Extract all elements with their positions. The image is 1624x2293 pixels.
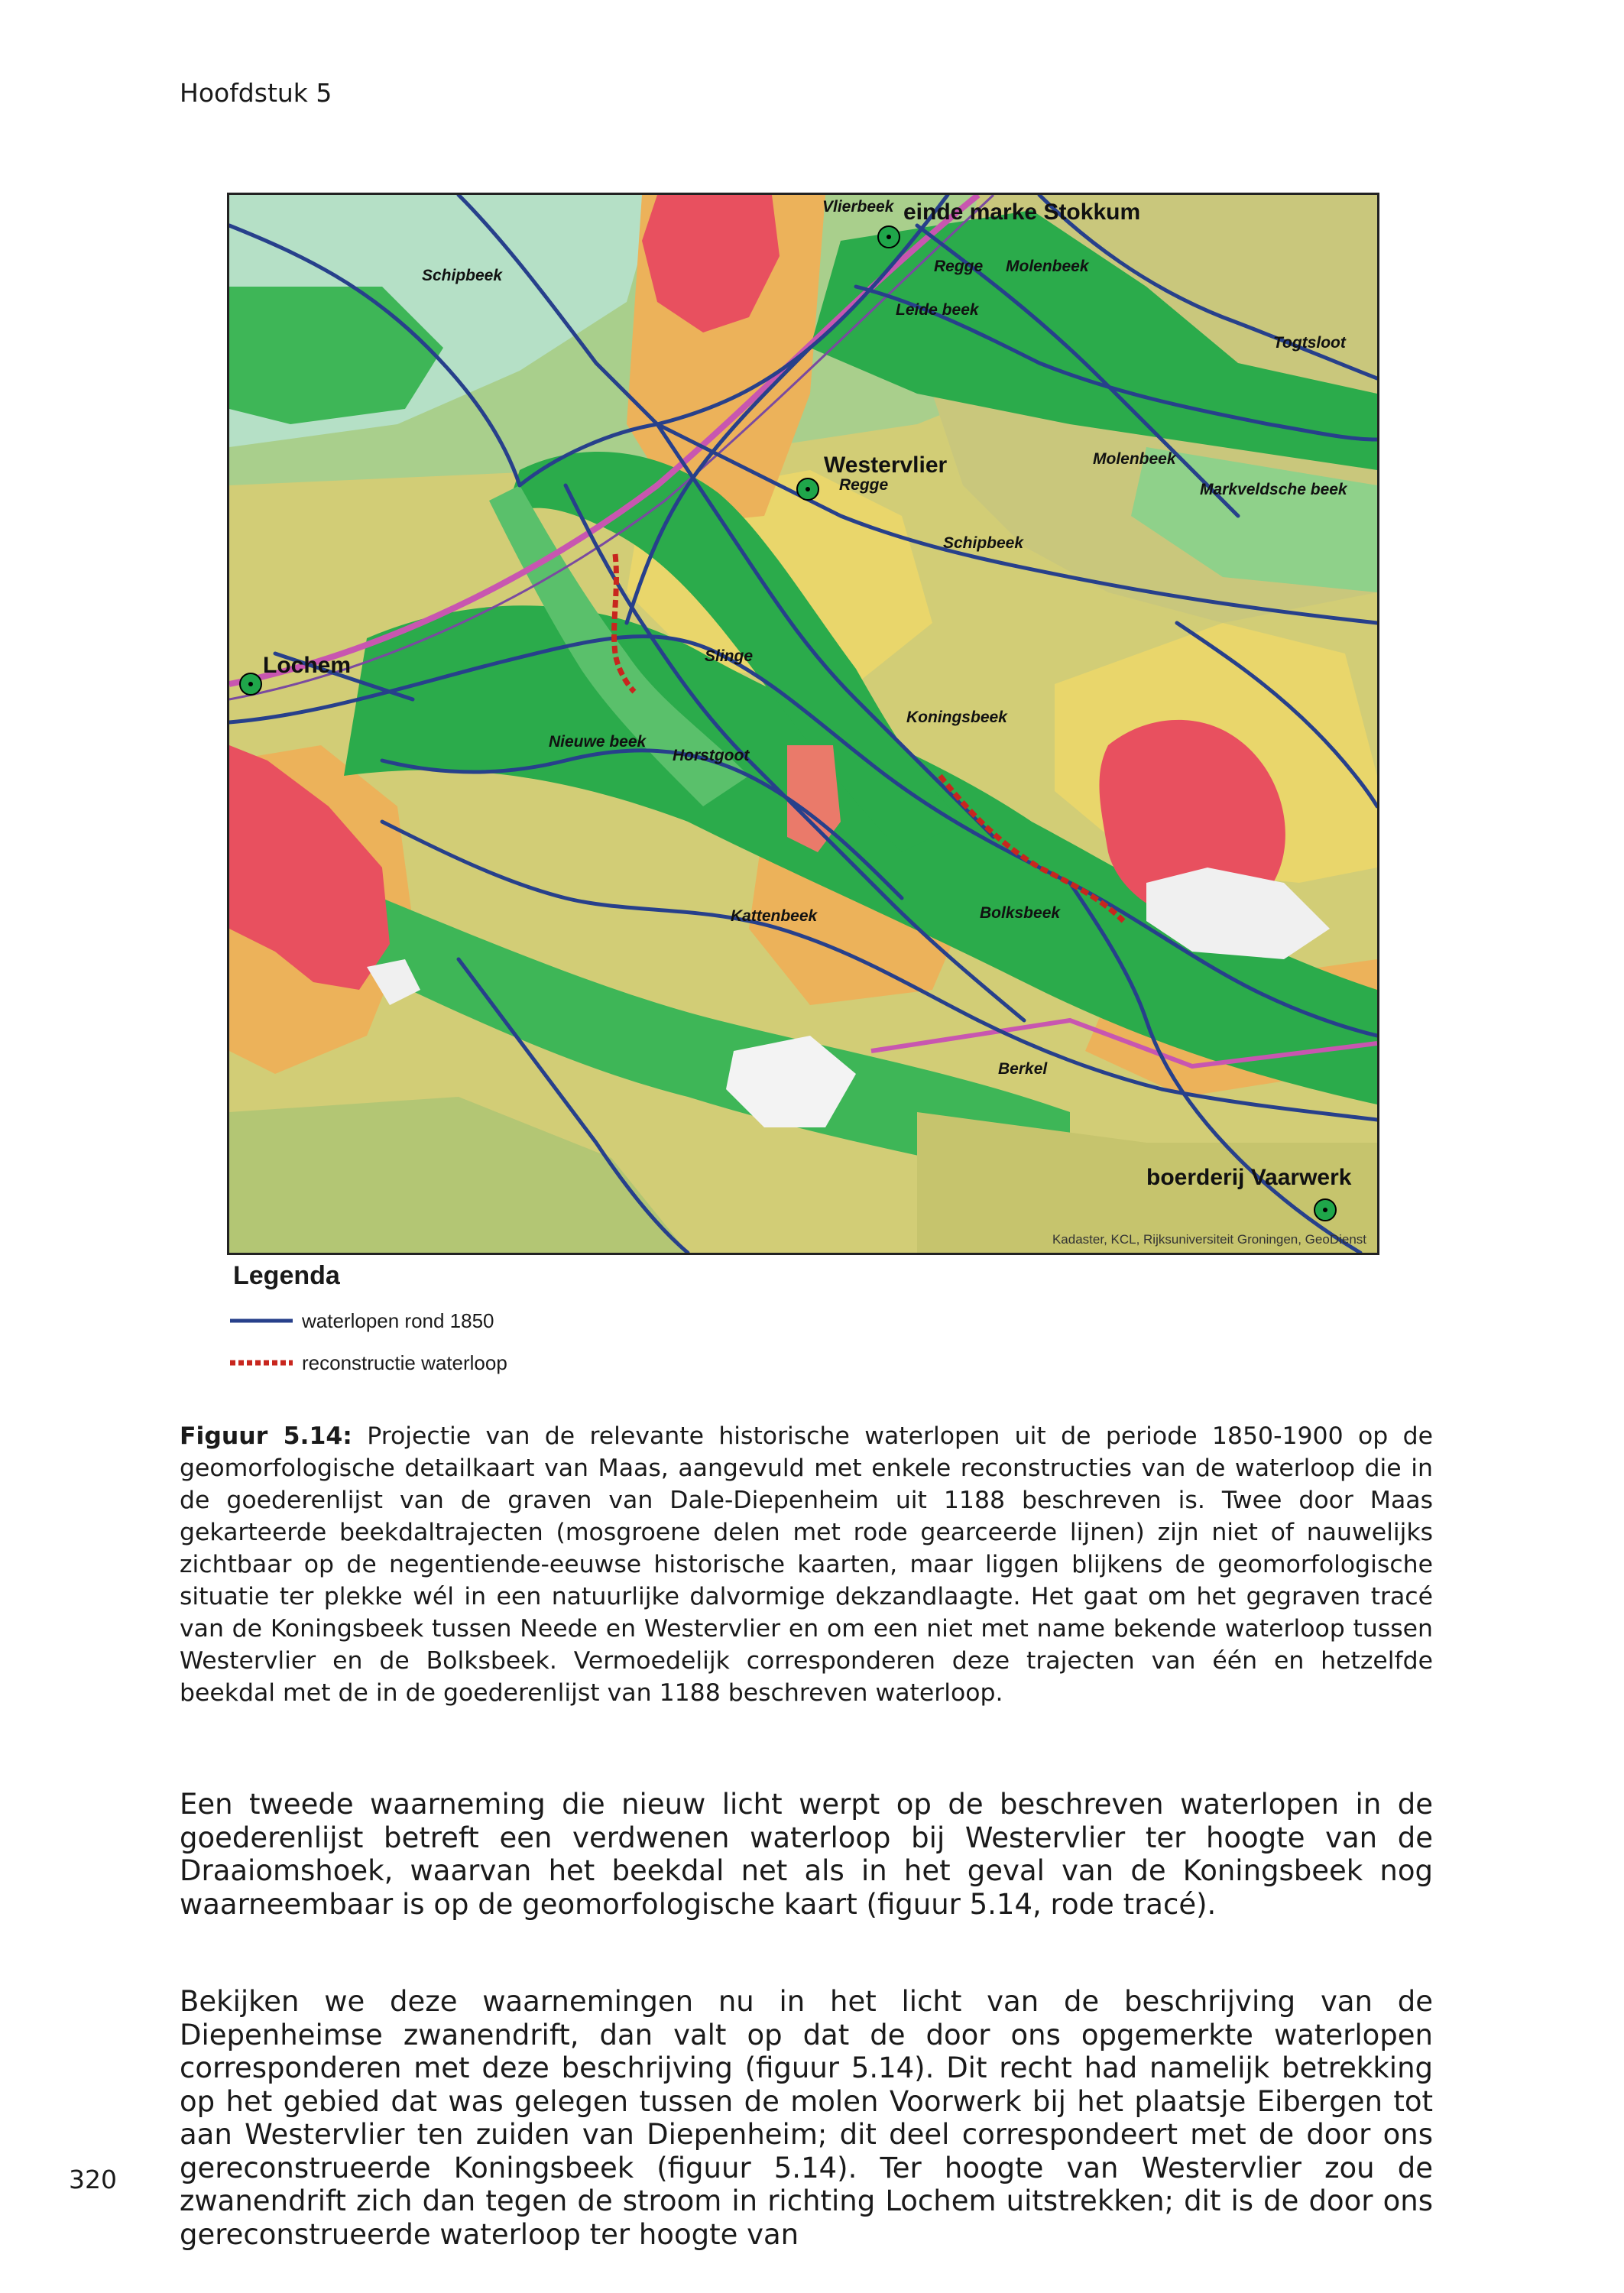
legend-label-reconstruction: reconstructie waterloop bbox=[302, 1351, 507, 1374]
label-markveldsche-beek: Markveldsche beek bbox=[1200, 481, 1347, 498]
label-horstgoot: Horstgoot bbox=[673, 747, 750, 764]
label-slinge: Slinge bbox=[705, 647, 754, 665]
legend-title: Legenda bbox=[233, 1261, 340, 1290]
legend-item-waterways bbox=[227, 1309, 494, 1332]
page-number: 320 bbox=[69, 2165, 117, 2194]
legend-item-reconstruction bbox=[227, 1351, 507, 1374]
label-kattenbeek: Kattenbeek bbox=[731, 907, 818, 925]
map-credit: Kadaster, KCL, Rijksuniversiteit Groningen, GeoDienst bbox=[1052, 1232, 1366, 1247]
running-head: Hoofdstuk 5 bbox=[180, 78, 332, 108]
geomorphological-map bbox=[227, 193, 1379, 1255]
body-paragraph-2: Bekijken we deze waarnemingen nu in het licht van de beschrijving van de Diepenheimse zwanendrift, dan valt op dat de door ons opgemerkte waterlopen corresponderen met deze beschrijving (figuur 5.14). Dit recht had namelijk betrekking op het gebied dat was gelegen tussen de molen Voorwerk bij het plaatsje Eibergen tot aan Westervlier ten zuiden van Diepenheim; dit deel correspondeert met de door ons gereconstrueerde Koningsbeek (figuur 5.14). Ter hoogte van Westervlier zou de zwanendrift zich dan tegen de stroom in richting Lochem uitstrekken; dit is de door ons gereconstrueerde waterloop ter hoogte van bbox=[180, 1985, 1433, 2251]
label-vlierbeek: Vlierbeek bbox=[822, 198, 894, 216]
map-legend bbox=[227, 1261, 915, 1391]
label-vaarwerk: boerderij Vaarwerk bbox=[1146, 1165, 1352, 1190]
label-koningsbeek: Koningsbeek bbox=[906, 709, 1007, 726]
label-nieuwe-beek: Nieuwe beek bbox=[549, 733, 647, 751]
label-bolksbeek: Bolksbeek bbox=[980, 904, 1061, 922]
label-lochem: Lochem bbox=[263, 653, 352, 678]
legend-label-waterways: waterlopen rond 1850 bbox=[302, 1309, 494, 1332]
label-togtsloot: Togtsloot bbox=[1273, 334, 1346, 352]
body-paragraph-1: Een tweede waarneming die nieuw licht werpt op de beschreven waterlopen in de goederenlijst betreft een verdwenen waterloop bij Westervlier ter hoogte van de Draaiomshoek, waarvan het beekdal net als in het geval van de Koningsbeek nog waarneembaar is op de geomorfologische kaart (figuur 5.14, rode tracé). bbox=[180, 1788, 1433, 1921]
label-leide-beek: Leide beek bbox=[896, 301, 979, 319]
label-schipbeek-e: Schipbeek bbox=[943, 534, 1024, 552]
label-berkel: Berkel bbox=[998, 1060, 1048, 1078]
figure-caption-text: Projectie van de relevante historische waterlopen uit de periode 1850-1900 op de geomorfologische detailkaart van Maas, aangevuld met enkele reconstructies van de waterloop die in de goederenlijst van de graven van Dale-Diepenheim uit 1188 beschreven is. Twee door Maas gekarteerde beekdaltrajecten (mosgroene delen met rode gearceerde lijnen) zijn niet of nauwelijks zichtbaar op de negentiende-eeuwse historische kaarten, maar liggen blijkens de geomorfologische situatie ter plekke wél in een natuurlijke dalvormige dekzandlaagte. Het gaat om het gegraven tracé van de Koningsbeek tussen Neede en Westervlier en om een niet met name bekende waterloop tussen Westervlier en de Bolksbeek. Vermoedelijk corresponderen deze trajecten van één en hetzelfde beekdal met de in de goederenlijst van 1188 beschreven waterloop. bbox=[180, 1422, 1433, 1707]
figure-caption-label: Figuur 5.14: bbox=[180, 1422, 352, 1450]
figure-caption bbox=[180, 1420, 1433, 1709]
legend-swatch-blue-line bbox=[227, 1309, 294, 1332]
label-molenbeek-n: Molenbeek bbox=[1006, 258, 1089, 275]
label-schipbeek-nw: Schipbeek bbox=[422, 267, 503, 284]
label-stokkum: einde marke Stokkum bbox=[903, 199, 1141, 225]
label-regge-n: Regge bbox=[934, 258, 984, 275]
label-westervlier: Westervlier bbox=[824, 452, 948, 478]
label-regge-mid: Regge bbox=[839, 476, 889, 494]
legend-swatch-red-dashed bbox=[227, 1351, 294, 1374]
label-molenbeek-e: Molenbeek bbox=[1093, 450, 1176, 468]
